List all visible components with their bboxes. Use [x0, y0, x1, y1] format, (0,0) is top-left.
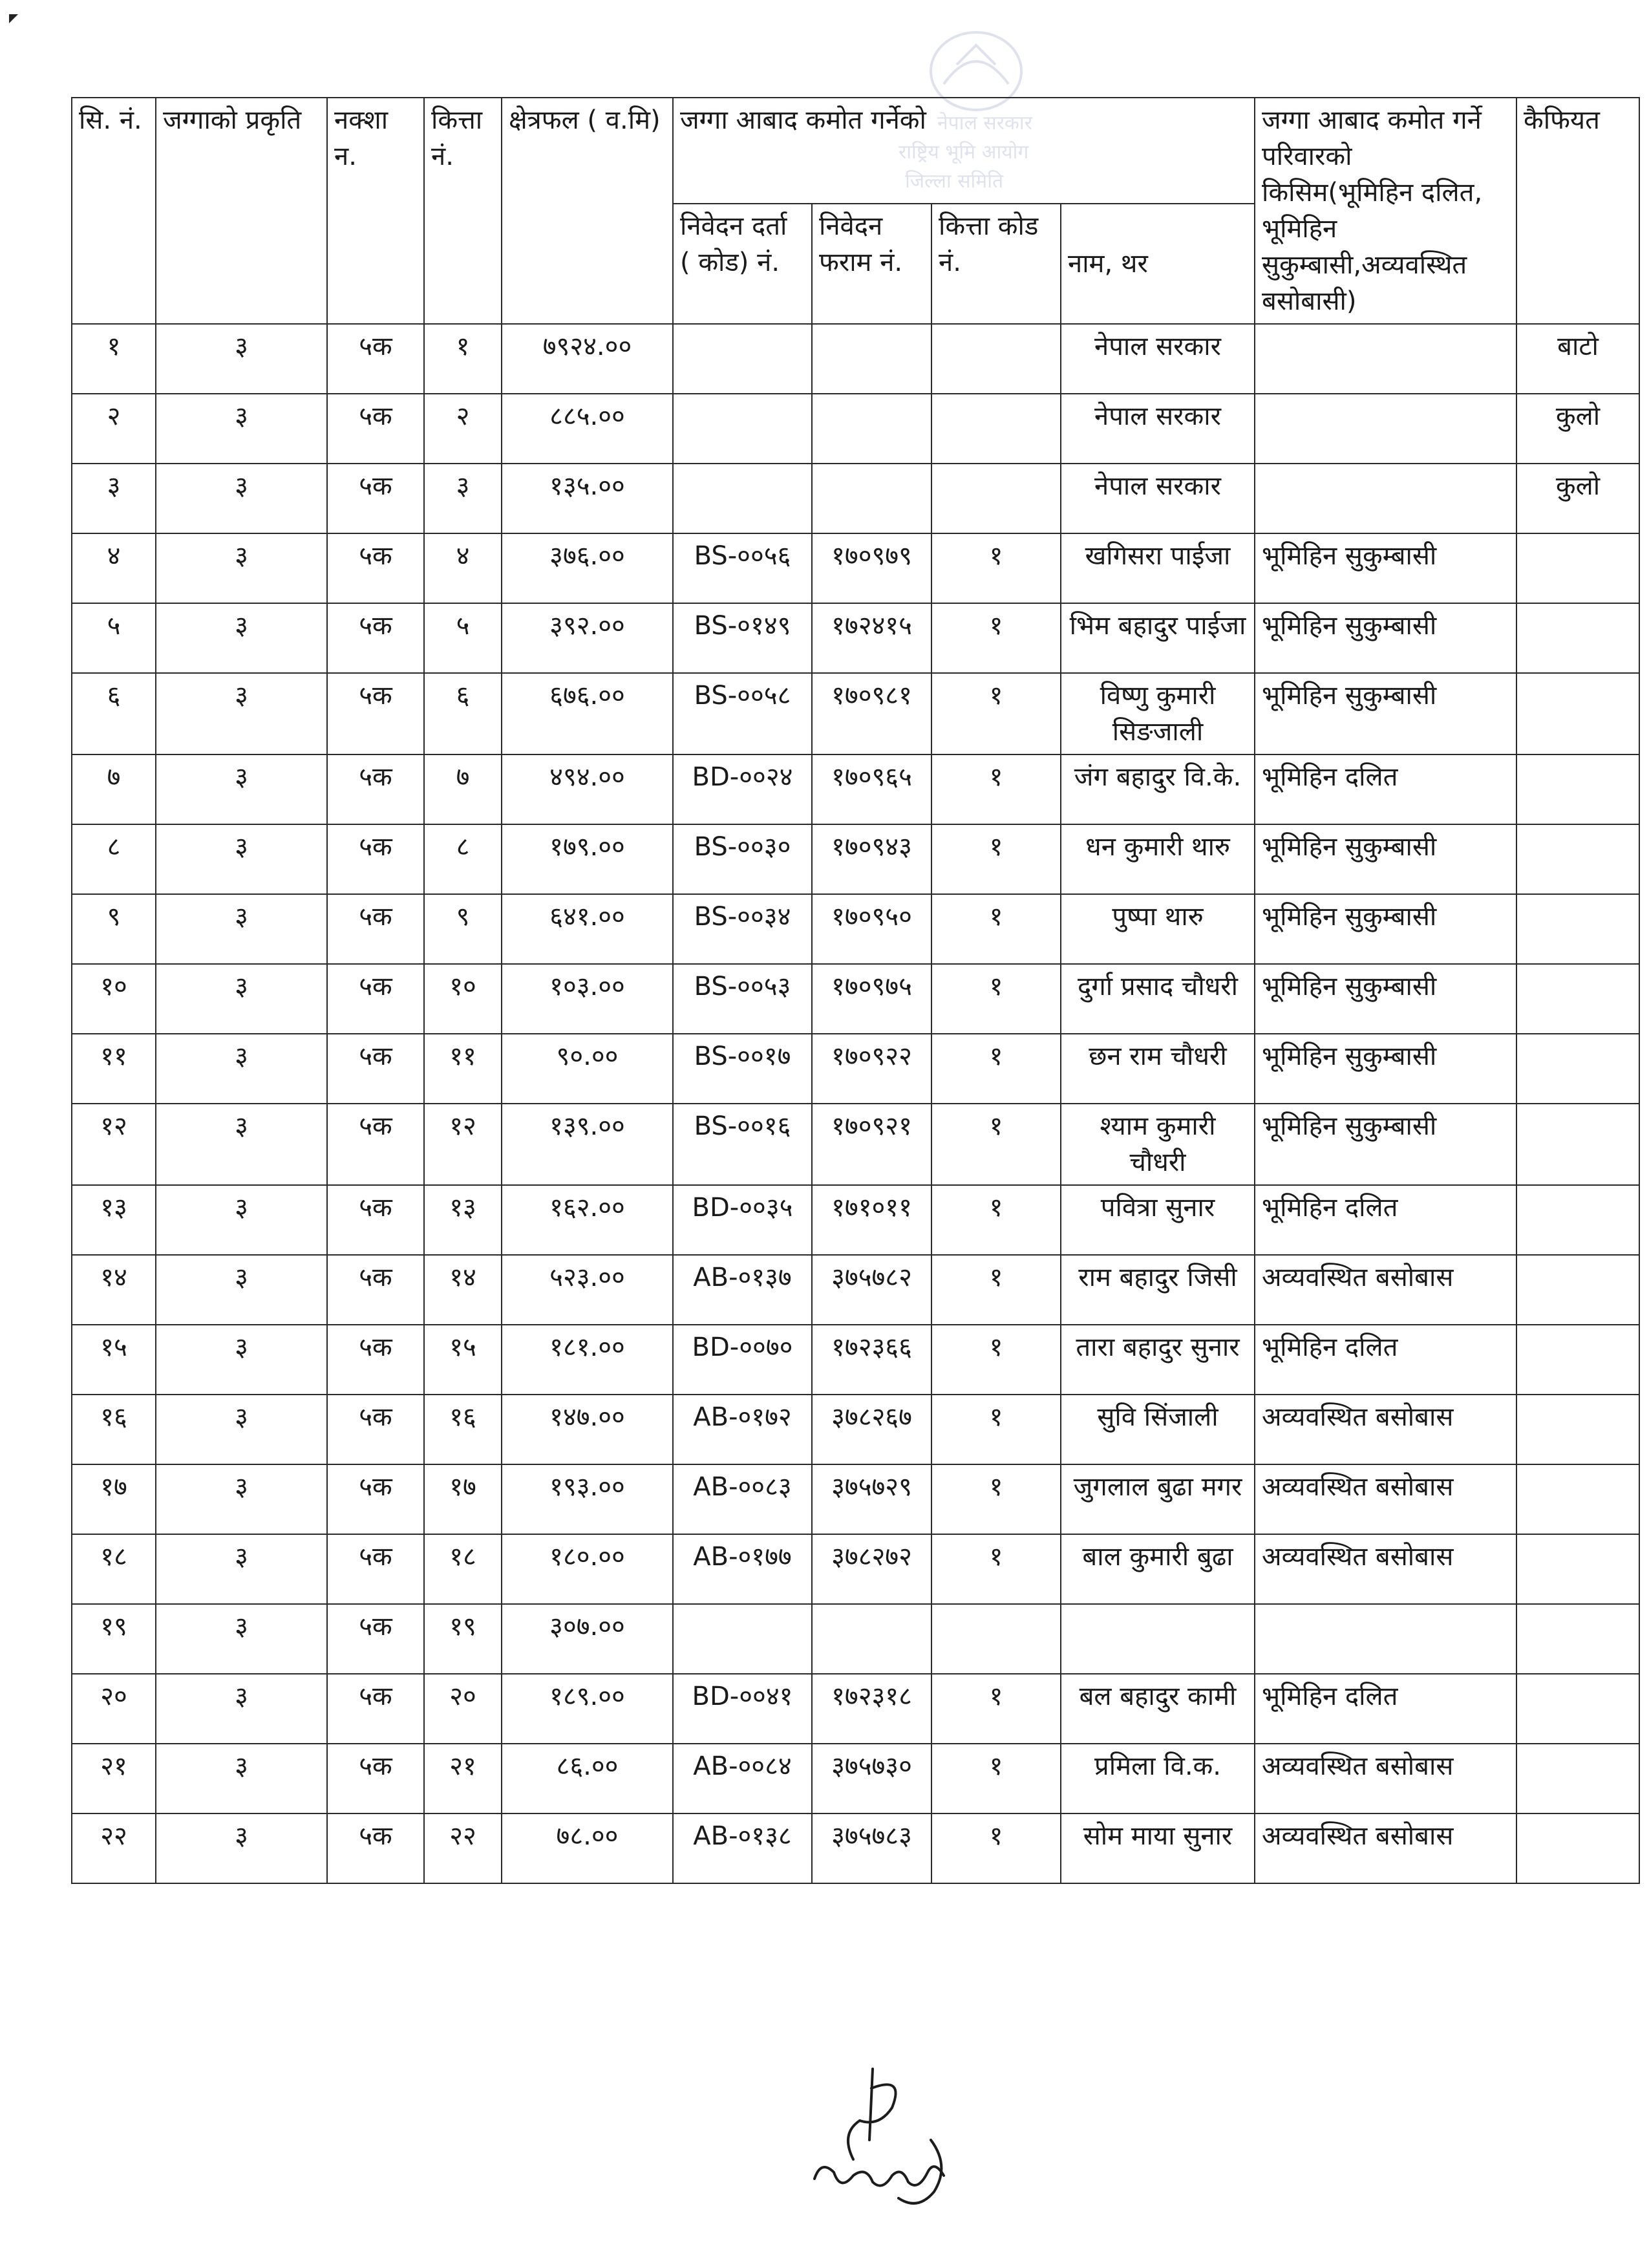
cell-nature: ३: [156, 1604, 327, 1674]
table-row: [72, 1395, 1639, 1464]
cell-nature: ३: [156, 1325, 327, 1395]
cell-sn: २: [72, 394, 156, 464]
cell-application-code: AB-००८४: [673, 1744, 812, 1813]
cell-application-code: BS-००३४: [673, 894, 812, 964]
cell-plot: २: [424, 394, 502, 464]
cell-remarks: [1516, 1325, 1639, 1395]
header-map-no: नक्शा न.: [327, 98, 424, 324]
cell-area: ९०.००: [502, 1034, 673, 1104]
cell-remarks: [1516, 754, 1639, 824]
cell-area: ६७६.००: [502, 673, 673, 754]
cell-remarks: [1516, 1034, 1639, 1104]
cell-plot: ४: [424, 533, 502, 603]
svg-text:राष्ट्रिय भूमि आयोग: राष्ट्रिय भूमि आयोग: [899, 141, 1029, 164]
cell-area: ३७६.००: [502, 533, 673, 603]
cell-sn: १९: [72, 1604, 156, 1674]
cell-plot: २२: [424, 1813, 502, 1883]
handwritten-signature: [795, 2062, 963, 2211]
cell-nature: ३: [156, 324, 327, 394]
cell-sn: १५: [72, 1325, 156, 1395]
cell-area: ३९२.००: [502, 603, 673, 673]
cell-plot: ११: [424, 1034, 502, 1104]
cell-application-code: AB-००८३: [673, 1464, 812, 1534]
cell-plot-code: [931, 464, 1061, 533]
table-row: [72, 533, 1639, 603]
cell-application-code: AB-०१७२: [673, 1395, 812, 1464]
cell-plot-code: [931, 1604, 1061, 1674]
cell-sn: ८: [72, 824, 156, 894]
cell-plot: १७: [424, 1464, 502, 1534]
cell-area: ८८५.००: [502, 394, 673, 464]
cell-name: बल बहादुर कामी: [1061, 1674, 1255, 1744]
cell-map: ५क: [327, 1534, 424, 1604]
cell-nature: ३: [156, 464, 327, 533]
cell-area: १३५.००: [502, 464, 673, 533]
cell-application-code: BS-००३०: [673, 824, 812, 894]
cell-plot-code: १: [931, 1255, 1061, 1325]
cell-sn: १६: [72, 1395, 156, 1464]
cell-area: १७९.००: [502, 824, 673, 894]
cell-area: १८१.००: [502, 1325, 673, 1395]
cell-area: १३९.००: [502, 1104, 673, 1185]
cell-family-type: भूमिहिन दलित: [1255, 1185, 1516, 1255]
cell-remarks: [1516, 1255, 1639, 1325]
cell-plot: १२: [424, 1104, 502, 1185]
header-remarks: कैफियत: [1516, 98, 1639, 324]
cell-family-type: भूमिहिन सुकुम्बासी: [1255, 964, 1516, 1034]
cell-family-type: भूमिहिन सुकुम्बासी: [1255, 673, 1516, 754]
header-cultivator-group: जग्गा आबाद कमोत गर्नेको: [673, 98, 1255, 204]
cell-plot: १५: [424, 1325, 502, 1395]
cell-remarks: [1516, 603, 1639, 673]
cell-name: नेपाल सरकार: [1061, 324, 1255, 394]
cell-remarks: [1516, 533, 1639, 603]
table-row: [72, 1325, 1639, 1395]
cell-map: ५क: [327, 1255, 424, 1325]
cell-map: ५क: [327, 464, 424, 533]
cell-family-type: भूमिहिन सुकुम्बासी: [1255, 603, 1516, 673]
corner-mark: [9, 14, 18, 23]
cell-family-type: भूमिहिन सुकुम्बासी: [1255, 533, 1516, 603]
cell-name: विष्णु कुमारी सिङजाली: [1061, 673, 1255, 754]
cell-remarks: [1516, 1395, 1639, 1464]
cell-nature: ३: [156, 1534, 327, 1604]
cell-remarks: [1516, 1104, 1639, 1185]
cell-form-no: १७२३६६: [812, 1325, 931, 1395]
cell-name: राम बहादुर जिसी: [1061, 1255, 1255, 1325]
cell-family-type: भूमिहिन सुकुम्बासी: [1255, 824, 1516, 894]
cell-map: ५क: [327, 1185, 424, 1255]
cell-map: ५क: [327, 1034, 424, 1104]
cell-application-code: [673, 394, 812, 464]
cell-remarks: कुलो: [1516, 464, 1639, 533]
cell-form-no: ३७५७८२: [812, 1255, 931, 1325]
cell-plot-code: १: [931, 1674, 1061, 1744]
cell-remarks: बाटो: [1516, 324, 1639, 394]
table-row: [72, 1185, 1639, 1255]
cell-form-no: १७२४१५: [812, 603, 931, 673]
cell-family-type: भूमिहिन सुकुम्बासी: [1255, 1104, 1516, 1185]
cell-form-no: १७०९४३: [812, 824, 931, 894]
cell-plot-code: १: [931, 1034, 1061, 1104]
cell-name: श्याम कुमारी चौधरी: [1061, 1104, 1255, 1185]
cell-plot-code: १: [931, 1813, 1061, 1883]
cell-nature: ३: [156, 1674, 327, 1744]
cell-plot: २१: [424, 1744, 502, 1813]
cell-plot: १०: [424, 964, 502, 1034]
cell-area: ५२३.००: [502, 1255, 673, 1325]
header-row: [72, 98, 1639, 204]
cell-name: सोम माया सुनार: [1061, 1813, 1255, 1883]
cell-sn: १३: [72, 1185, 156, 1255]
cell-map: ५क: [327, 394, 424, 464]
cell-plot: १६: [424, 1395, 502, 1464]
header-name: नाम, थर: [1061, 204, 1255, 324]
cell-plot-code: १: [931, 754, 1061, 824]
cell-application-code: BS-०१४९: [673, 603, 812, 673]
table-row: [72, 754, 1639, 824]
cell-family-type: अव्यवस्थित बसोबास: [1255, 1534, 1516, 1604]
cell-map: ५क: [327, 1813, 424, 1883]
cell-application-code: AB-०१७७: [673, 1534, 812, 1604]
cell-name: खगिसरा पाईजा: [1061, 533, 1255, 603]
cell-plot-code: १: [931, 1395, 1061, 1464]
cell-map: ५क: [327, 754, 424, 824]
cell-name: दुर्गा प्रसाद चौधरी: [1061, 964, 1255, 1034]
cell-map: ५क: [327, 1744, 424, 1813]
cell-form-no: ३७५७८३: [812, 1813, 931, 1883]
cell-nature: ३: [156, 894, 327, 964]
cell-nature: ३: [156, 964, 327, 1034]
cell-remarks: [1516, 824, 1639, 894]
cell-remarks: कुलो: [1516, 394, 1639, 464]
cell-name: प्रमिला वि.क.: [1061, 1744, 1255, 1813]
cell-map: ५क: [327, 894, 424, 964]
cell-remarks: [1516, 1813, 1639, 1883]
header-form-no: निवेदन फराम नं.: [812, 204, 931, 324]
cell-family-type: अव्यवस्थित बसोबास: [1255, 1744, 1516, 1813]
table-row: [72, 1255, 1639, 1325]
table-row: [72, 324, 1639, 394]
cell-sn: २२: [72, 1813, 156, 1883]
table-row: [72, 603, 1639, 673]
cell-sn: ११: [72, 1034, 156, 1104]
cell-map: ५क: [327, 1464, 424, 1534]
cell-sn: २१: [72, 1744, 156, 1813]
cell-application-code: AB-०१३७: [673, 1255, 812, 1325]
cell-application-code: BS-००१६: [673, 1104, 812, 1185]
cell-name: तारा बहादुर सुनार: [1061, 1325, 1255, 1395]
cell-sn: १८: [72, 1534, 156, 1604]
cell-map: ५क: [327, 533, 424, 603]
table-row: [72, 964, 1639, 1034]
cell-nature: ३: [156, 1744, 327, 1813]
table-row: [72, 1674, 1639, 1744]
cell-family-type: [1255, 394, 1516, 464]
cell-family-type: [1255, 464, 1516, 533]
cell-plot-code: १: [931, 1185, 1061, 1255]
cell-plot-code: १: [931, 894, 1061, 964]
header-application-code: निवेदन दर्ता ( कोड) नं.: [673, 204, 812, 324]
cell-map: ५क: [327, 1325, 424, 1395]
cell-plot-code: १: [931, 1464, 1061, 1534]
cell-nature: ३: [156, 1813, 327, 1883]
cell-sn: ६: [72, 673, 156, 754]
cell-form-no: [812, 1604, 931, 1674]
cell-name: भिम बहादुर पाईजा: [1061, 603, 1255, 673]
cell-plot-code: १: [931, 673, 1061, 754]
cell-application-code: [673, 324, 812, 394]
table-row: [72, 464, 1639, 533]
cell-map: ५क: [327, 964, 424, 1034]
cell-form-no: १७०९८१: [812, 673, 931, 754]
cell-form-no: १७०९७५: [812, 964, 931, 1034]
cell-application-code: BS-००५३: [673, 964, 812, 1034]
cell-plot-code: १: [931, 824, 1061, 894]
cell-nature: ३: [156, 824, 327, 894]
cell-application-code: BS-००५८: [673, 673, 812, 754]
cell-area: ४९४.००: [502, 754, 673, 824]
cell-form-no: ३७५७२९: [812, 1464, 931, 1534]
cell-name: जंग बहादुर वि.के.: [1061, 754, 1255, 824]
cell-plot: १९: [424, 1604, 502, 1674]
cell-area: १८०.००: [502, 1534, 673, 1604]
cell-form-no: १७०९५०: [812, 894, 931, 964]
cell-family-type: [1255, 324, 1516, 394]
table-row: [72, 673, 1639, 754]
cell-plot: १: [424, 324, 502, 394]
table-row: [72, 1034, 1639, 1104]
table-row: [72, 1464, 1639, 1534]
table-row: [72, 394, 1639, 464]
cell-nature: ३: [156, 1104, 327, 1185]
cell-family-type: अव्यवस्थित बसोबास: [1255, 1464, 1516, 1534]
table-row: [72, 1104, 1639, 1185]
cell-area: ६४१.००: [502, 894, 673, 964]
cell-form-no: १७१०११: [812, 1185, 931, 1255]
cell-application-code: BD-००३५: [673, 1185, 812, 1255]
cell-nature: ३: [156, 1185, 327, 1255]
cell-nature: ३: [156, 533, 327, 603]
cell-name: धन कुमारी थारु: [1061, 824, 1255, 894]
cell-form-no: ३७८२७२: [812, 1534, 931, 1604]
land-register-table: [71, 97, 1640, 1884]
cell-sn: १७: [72, 1464, 156, 1534]
cell-family-type: भूमिहिन सुकुम्बासी: [1255, 894, 1516, 964]
cell-plot-code: १: [931, 1325, 1061, 1395]
cell-form-no: ३७८२६७: [812, 1395, 931, 1464]
cell-nature: ३: [156, 1255, 327, 1325]
cell-plot-code: १: [931, 603, 1061, 673]
cell-map: ५क: [327, 824, 424, 894]
header-sn: सि. नं.: [72, 98, 156, 324]
cell-remarks: [1516, 1534, 1639, 1604]
cell-sn: २०: [72, 1674, 156, 1744]
cell-name: पुष्पा थारु: [1061, 894, 1255, 964]
cell-area: १६२.००: [502, 1185, 673, 1255]
cell-area: १९३.००: [502, 1464, 673, 1534]
cell-family-type: भूमिहिन दलित: [1255, 1325, 1516, 1395]
cell-plot: ६: [424, 673, 502, 754]
cell-family-type: भूमिहिन दलित: [1255, 1674, 1516, 1744]
cell-map: ५क: [327, 603, 424, 673]
cell-form-no: १७०९२२: [812, 1034, 931, 1104]
cell-family-type: [1255, 1604, 1516, 1674]
cell-sn: ९: [72, 894, 156, 964]
cell-name: नेपाल सरकार: [1061, 464, 1255, 533]
cell-plot-code: १: [931, 533, 1061, 603]
cell-area: ७९२४.००: [502, 324, 673, 394]
cell-remarks: [1516, 1674, 1639, 1744]
cell-map: ५क: [327, 1104, 424, 1185]
cell-application-code: BS-००५६: [673, 533, 812, 603]
cell-form-no: ३७५७३०: [812, 1744, 931, 1813]
cell-form-no: १७०९२१: [812, 1104, 931, 1185]
cell-application-code: BD-००२४: [673, 754, 812, 824]
table-row: [72, 894, 1639, 964]
cell-name: छन राम चौधरी: [1061, 1034, 1255, 1104]
cell-application-code: BD-००७०: [673, 1325, 812, 1395]
cell-name: बाल कुमारी बुढा: [1061, 1534, 1255, 1604]
cell-nature: ३: [156, 394, 327, 464]
cell-remarks: [1516, 1185, 1639, 1255]
cell-plot-code: [931, 324, 1061, 394]
cell-application-code: AB-०१३८: [673, 1813, 812, 1883]
cell-family-type: अव्यवस्थित बसोबास: [1255, 1813, 1516, 1883]
cell-plot: १३: [424, 1185, 502, 1255]
cell-plot: १४: [424, 1255, 502, 1325]
cell-family-type: भूमिहिन दलित: [1255, 754, 1516, 824]
cell-name: पवित्रा सुनार: [1061, 1185, 1255, 1255]
cell-nature: ३: [156, 603, 327, 673]
cell-sn: १: [72, 324, 156, 394]
cell-plot-code: [931, 394, 1061, 464]
cell-nature: ३: [156, 673, 327, 754]
cell-area: ८६.००: [502, 1744, 673, 1813]
cell-area: ३०७.००: [502, 1604, 673, 1674]
cell-form-no: १७२३१८: [812, 1674, 931, 1744]
svg-text:नेपाल सरकार: नेपाल सरकार: [937, 112, 1032, 134]
header-family-type: जग्गा आबाद कमोत गर्ने परिवारको किसिम(भूमिहिन दलित, भूमिहिन सुकुम्बासी,अव्यवस्थित बसोबासी): [1255, 98, 1516, 324]
cell-application-code: BD-००४१: [673, 1674, 812, 1744]
table-row: [72, 824, 1639, 894]
cell-family-type: भूमिहिन सुकुम्बासी: [1255, 1034, 1516, 1104]
cell-map: ५क: [327, 673, 424, 754]
cell-form-no: [812, 464, 931, 533]
cell-sn: ३: [72, 464, 156, 533]
cell-sn: ४: [72, 533, 156, 603]
cell-plot: २०: [424, 1674, 502, 1744]
cell-name: जुगलाल बुढा मगर: [1061, 1464, 1255, 1534]
header-plot-code: कित्ता कोड नं.: [931, 204, 1061, 324]
cell-remarks: [1516, 1604, 1639, 1674]
header-land-nature: जग्गाको प्रकृति: [156, 98, 327, 324]
cell-area: १८९.००: [502, 1674, 673, 1744]
cell-sn: ५: [72, 603, 156, 673]
cell-plot: ९: [424, 894, 502, 964]
table-row: [72, 1744, 1639, 1813]
cell-area: ७८.००: [502, 1813, 673, 1883]
cell-plot: ५: [424, 603, 502, 673]
cell-map: ५क: [327, 324, 424, 394]
cell-map: ५क: [327, 1395, 424, 1464]
cell-plot-code: १: [931, 1104, 1061, 1185]
cell-plot-code: १: [931, 1744, 1061, 1813]
cell-nature: ३: [156, 1034, 327, 1104]
cell-name: नेपाल सरकार: [1061, 394, 1255, 464]
cell-plot-code: १: [931, 964, 1061, 1034]
table-row: [72, 1534, 1639, 1604]
cell-plot: १८: [424, 1534, 502, 1604]
cell-name: सुवि सिंजाली: [1061, 1395, 1255, 1464]
cell-form-no: [812, 324, 931, 394]
table-row: [72, 1813, 1639, 1883]
cell-nature: ३: [156, 754, 327, 824]
cell-sn: १२: [72, 1104, 156, 1185]
cell-map: ५क: [327, 1604, 424, 1674]
table-row: [72, 1604, 1639, 1674]
header-plot-no: कित्ता नं.: [424, 98, 502, 324]
cell-remarks: [1516, 894, 1639, 964]
cell-remarks: [1516, 964, 1639, 1034]
cell-application-code: [673, 464, 812, 533]
cell-area: १०३.००: [502, 964, 673, 1034]
cell-name: [1061, 1604, 1255, 1674]
cell-application-code: [673, 1604, 812, 1674]
cell-sn: ७: [72, 754, 156, 824]
cell-sn: १०: [72, 964, 156, 1034]
cell-remarks: [1516, 1744, 1639, 1813]
cell-nature: ३: [156, 1464, 327, 1534]
cell-application-code: BS-००१७: [673, 1034, 812, 1104]
cell-remarks: [1516, 1464, 1639, 1534]
svg-text:जिल्ला समिति: जिल्ला समिति: [905, 170, 1004, 193]
cell-nature: ३: [156, 1395, 327, 1464]
cell-plot: ८: [424, 824, 502, 894]
cell-sn: १४: [72, 1255, 156, 1325]
cell-plot-code: १: [931, 1534, 1061, 1604]
cell-form-no: १७०९७९: [812, 533, 931, 603]
cell-map: ५क: [327, 1674, 424, 1744]
cell-family-type: अव्यवस्थित बसोबास: [1255, 1395, 1516, 1464]
cell-form-no: १७०९६५: [812, 754, 931, 824]
header-area: क्षेत्रफल ( व.मि): [502, 98, 673, 324]
cell-area: १४७.००: [502, 1395, 673, 1464]
cell-family-type: अव्यवस्थित बसोबास: [1255, 1255, 1516, 1325]
cell-remarks: [1516, 673, 1639, 754]
cell-plot: ७: [424, 754, 502, 824]
cell-form-no: [812, 394, 931, 464]
cell-plot: ३: [424, 464, 502, 533]
